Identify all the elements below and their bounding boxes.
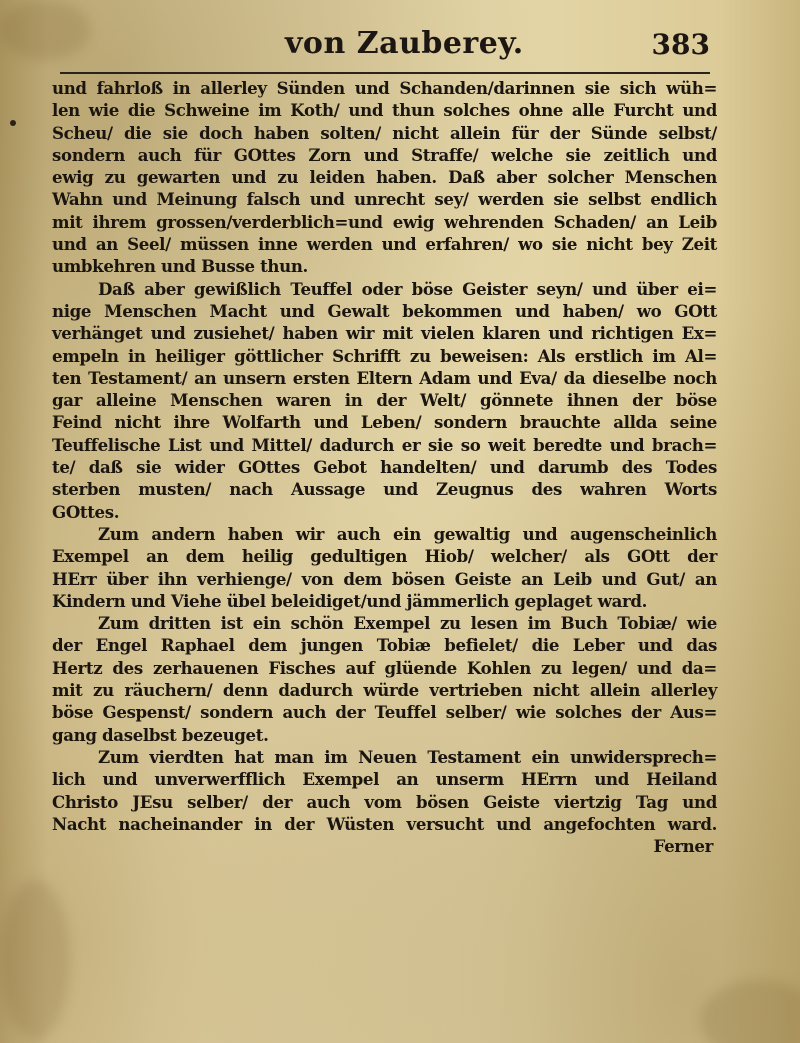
catchword: Ferner <box>653 836 713 857</box>
text-line: Zum dritten ist ein schön Exempel zu lesen im Buch Tobiæ/ wie <box>98 613 717 634</box>
text-line: HErr über ihn verhienge/ von dem bösen Geiste an Leib und Gut/ an <box>52 568 717 589</box>
text-line: der Engel Raphael dem jungen Tobiæ befielet/ die Leber und das <box>52 635 717 656</box>
text-line: ten Testament/ an unsern ersten Eltern Adam und Eva/ da dieselbe noch <box>52 367 717 388</box>
text-line: Hertz des zerhauenen Fisches auf glüende Kohlen zu legen/ und da= <box>52 657 717 678</box>
text-line: gar alleine Menschen waren in der Welt/ gönnete ihnen der böse <box>52 390 717 411</box>
header-rule <box>60 72 710 74</box>
text-line: mit ihrem grossen/verderblich=und ewig wehrenden Schaden/ an Leib <box>52 211 717 232</box>
text-line: Feind nicht ihre Wolfarth und Leben/ sondern brauchte allda seine <box>52 412 717 433</box>
text-line: GOttes. <box>52 501 120 522</box>
text-line: te/ daß sie wider GOttes Gebot handelten/ und darumb des Todes <box>52 457 717 478</box>
paper-stain <box>0 880 70 1040</box>
text-line: Zum vierdten hat man im Neuen Testament ein unwidersprech= <box>98 746 717 767</box>
text-line: ewig zu gewarten und zu leiden haben. Daß aber solcher Menschen <box>52 167 717 188</box>
text-line: gang daselbst bezeuget. <box>52 724 269 745</box>
text-line: sondern auch für GOttes Zorn und Straffe/ welche sie zeitlich und <box>52 144 717 165</box>
text-line: und an Seel/ müssen inne werden und erfahren/ wo sie nicht bey Zeit <box>52 234 717 255</box>
text-line: Wahn und Meinung falsch und unrecht sey/ werden sie selbst endlich <box>52 189 717 210</box>
running-head: von Zauberey. <box>285 26 524 61</box>
text-line: mit zu räuchern/ denn dadurch würde vertrieben nicht allein allerley <box>52 680 717 701</box>
text-line: Nacht nacheinander in der Wüsten versucht und angefochten ward. <box>52 813 717 834</box>
text-line: lich und unverwerfflich Exempel an unserm HErrn und Heiland <box>52 769 717 790</box>
text-line: und fahrloß in allerley Sünden und Schanden/darinnen sie sich wüh= <box>52 78 717 98</box>
margin-mark <box>10 120 16 126</box>
body-text <box>52 77 717 857</box>
paper-stain <box>700 980 800 1043</box>
text-line: Zum andern haben wir auch ein gewaltig und augenscheinlich <box>98 523 717 544</box>
text-line: böse Gespenst/ sondern auch der Teuffel selber/ wie solches der Aus= <box>52 702 717 723</box>
text-line: Daß aber gewißlich Teuffel oder böse Geister seyn/ und über ei= <box>98 278 717 299</box>
page-number: 383 <box>651 28 710 61</box>
text-line: sterben musten/ nach Aussage und Zeugnus des wahren Worts <box>52 479 717 500</box>
text-line: Teuffelische List und Mittel/ dadurch er sie so weit beredte und brach= <box>52 434 717 455</box>
text-line: Kindern und Viehe übel beleidiget/und jämmerlich geplaget ward. <box>52 590 648 611</box>
text-line: empeln in heiliger göttlicher Schrifft zu beweisen: Als erstlich im Al= <box>52 345 717 366</box>
text-line: nige Menschen Macht und Gewalt bekommen und haben/ wo GOtt <box>52 300 717 321</box>
text-line: Christo JEsu selber/ der auch vom bösen Geiste viertzig Tag und <box>52 791 717 812</box>
text-line: umbkehren und Busse thun. <box>52 256 308 277</box>
text-line: Exempel an dem heilig gedultigen Hiob/ welcher/ als GOtt der <box>52 546 717 567</box>
text-line: Scheu/ die sie doch haben solten/ nicht allein für der Sünde selbst/ <box>52 122 717 143</box>
page-header <box>60 22 710 74</box>
text-line: len wie die Schweine im Koth/ und thun solches ohne alle Furcht und <box>52 100 717 121</box>
text-line: verhänget und zusiehet/ haben wir mit vielen klaren und richtigen Ex= <box>52 323 717 344</box>
